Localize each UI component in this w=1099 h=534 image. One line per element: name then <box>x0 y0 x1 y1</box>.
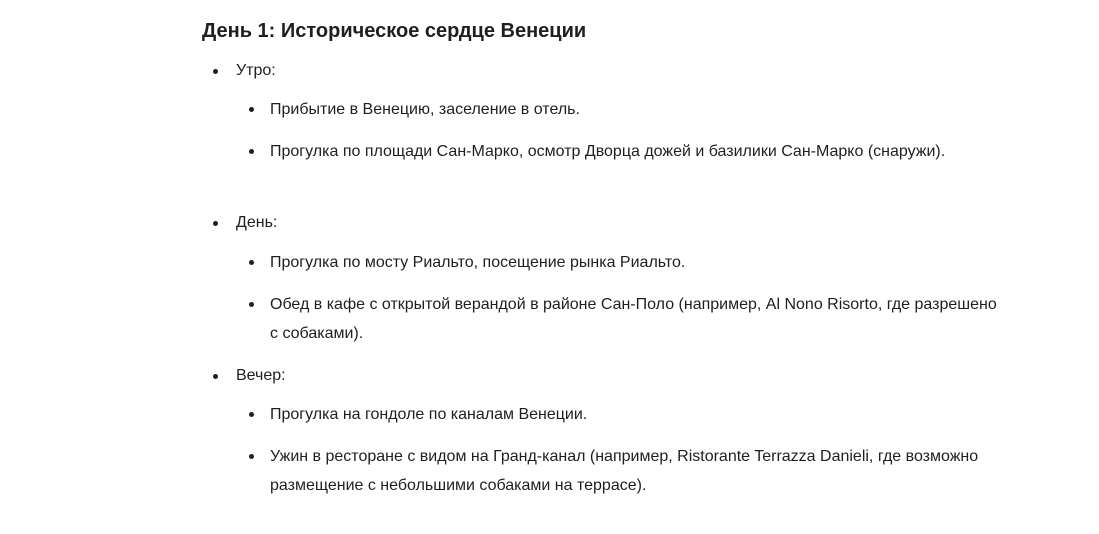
bullet-icon <box>249 107 254 112</box>
bullet-icon <box>249 260 254 265</box>
bullet-icon <box>249 412 254 417</box>
period-label-colon: : <box>272 214 278 231</box>
list-item-text: Обед в кафе с открытой верандой в районе Сан-Поло (например, Al Nono Risorto, где разрешено с собаками). <box>270 296 997 342</box>
bullet-icon <box>249 454 254 459</box>
period-label-text: День <box>236 214 273 231</box>
period-label <box>236 362 286 390</box>
list-item-text: Прогулка на гондоле по каналам Венеции. <box>270 406 588 423</box>
list-item-text: Прогулка по площади Сан-Марко, осмотр Дворца дожей и базилики Сан-Марко (снаружи). <box>270 143 946 160</box>
bullet-icon <box>213 221 218 226</box>
list-item-text: Прибытие в Венецию, заселение в отель. <box>270 101 580 118</box>
period-label-text: Утро <box>236 62 272 79</box>
bullet-icon <box>213 69 218 74</box>
list-item-text: Ужин в ресторане с видом на Гранд-канал (например, Ristorante Terrazza Danieli, где возможно размещение с небольшими собаками на террасе). <box>270 448 979 494</box>
period-label-text: Вечер <box>236 367 282 384</box>
bullet-icon <box>249 149 254 154</box>
period-label <box>236 209 277 237</box>
period-label-colon: : <box>281 367 286 384</box>
period-label <box>236 57 276 85</box>
day-heading: День 1: Историческое сердце Венеции <box>202 20 587 42</box>
period-label-colon: : <box>271 62 276 79</box>
list-item-text: Прогулка по мосту Риальто, посещение рынка Риальто. <box>270 254 686 271</box>
bullet-icon <box>249 302 254 307</box>
bullet-icon <box>213 374 218 379</box>
